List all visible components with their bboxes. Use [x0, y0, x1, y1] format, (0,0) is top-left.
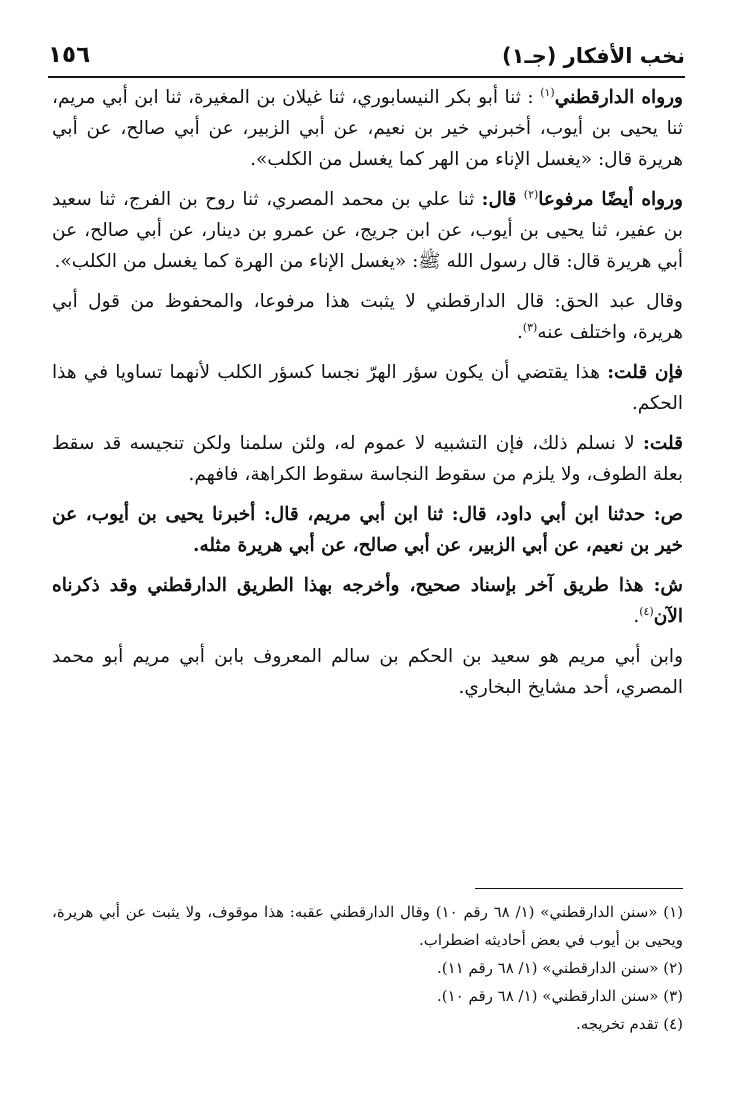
p4-text: هذا يقتضي أن يكون سؤر الهرّ نجسا كسؤر الكلب لأنهما تساويا في هذا الحكم. — [52, 362, 683, 414]
p5-lead: قلت: — [643, 433, 683, 454]
paragraph-2 — [52, 184, 683, 277]
page-header — [48, 38, 685, 74]
footnote-rule — [475, 888, 683, 889]
p6-text: ص: حدثنا ابن أبي داود، قال: ثنا ابن أبي مريم، قال: أخبرنا يحيى بن أيوب، عن خير بن نعيم، عن أبي الزبير، عن أبي صالح، عن أبي هريرة مثله. — [52, 504, 683, 556]
running-title: نخب الأفكار (جـ١) — [502, 44, 685, 68]
paragraph-7 — [52, 570, 683, 632]
paragraph-5 — [52, 428, 683, 490]
footnote-ref-3[interactable]: (٣) — [522, 320, 538, 334]
p3-text: وقال عبد الحق: قال الدارقطني لا يثبت هذا مرفوعا، والمحفوظ من قول أبي هريرة، واختلف عنه — [52, 291, 683, 343]
main-text — [52, 82, 683, 712]
footnote-3: (٣) «سنن الدارقطني» (١/ ٦٨ رقم ١٠). — [436, 987, 683, 1005]
p2-lead-2: قال: — [481, 189, 517, 210]
p7-tail: . — [633, 606, 640, 627]
p8-text: وابن أبي مريم هو سعيد بن الحكم بن سالم المعروف بابن أبي مريم أبو محمد المصري، أحد مشايخ البخاري. — [52, 646, 683, 698]
footnote-ref-1[interactable]: (١) — [540, 85, 555, 99]
paragraph-1 — [52, 82, 683, 175]
p2-text: ثنا علي بن محمد المصري، ثنا روح بن الفرج، ثنا سعيد بن عفير، ثنا يحيى بن أيوب، عن ابن جريج، عن عمرو بن دينار، عن أبي صالح، عن أبي هريرة قال: قال رسول الله ﷺ: «يغسل الإناء من الهرة كما يغسل من الكلب». — [52, 189, 683, 272]
paragraph-8 — [52, 641, 683, 703]
p1-lead: ورواه الدارقطني — [554, 87, 683, 108]
p3-tail: . — [516, 322, 523, 343]
paragraph-6 — [52, 499, 683, 561]
paragraph-4 — [52, 357, 683, 419]
p1-text: : ثنا أبو بكر النيسابوري، ثنا غيلان بن المغيرة، ثنا ابن أبي مريم، ثنا يحيى بن أيوب، أخبرني خير بن نعيم، عن أبي الزبير، عن أبي صالح، عن أبي هريرة قال: «يغسل الإناء من الهر كما يغسل من الكلب». — [52, 87, 683, 170]
footnote-2: (٢) «سنن الدارقطني» (١/ ٦٨ رقم ١١). — [436, 959, 683, 977]
paragraph-3 — [52, 286, 683, 348]
p5-text: لا نسلم ذلك، فإن التشبيه لا عموم له، ولئن سلمنا ولكن تنجيسه قد سقط بعلة الطوف، ولا يلزم من سقوط النجاسة سقوط الكراهة، فافهم. — [52, 433, 683, 485]
footnote-ref-2[interactable]: (٢) — [523, 187, 539, 201]
footnote-1: (١) «سنن الدارقطني» (١/ ٦٨ رقم ١٠) وقال الدارقطني عقبه: هذا موقوف، ولا يثبت عن أبي هريرة، ويحيى بن أيوب في بعض أحاديثه اضطراب. — [52, 903, 684, 949]
p4-lead: فإن قلت: — [607, 362, 683, 383]
p2-lead: ورواه أيضًا مرفوعا — [538, 189, 683, 210]
header-rule — [48, 76, 685, 78]
footnote-ref-4[interactable]: (٤) — [639, 604, 654, 618]
footnotes — [52, 898, 683, 1038]
page-number: ١٥٦ — [48, 42, 91, 68]
footnote-4: (٤) تقدم تخريجه. — [575, 1015, 683, 1033]
p7-text: ش: هذا طريق آخر بإسناد صحيح، وأخرجه بهذا الطريق الدارقطني وقد ذكرناه الآن — [52, 575, 683, 627]
